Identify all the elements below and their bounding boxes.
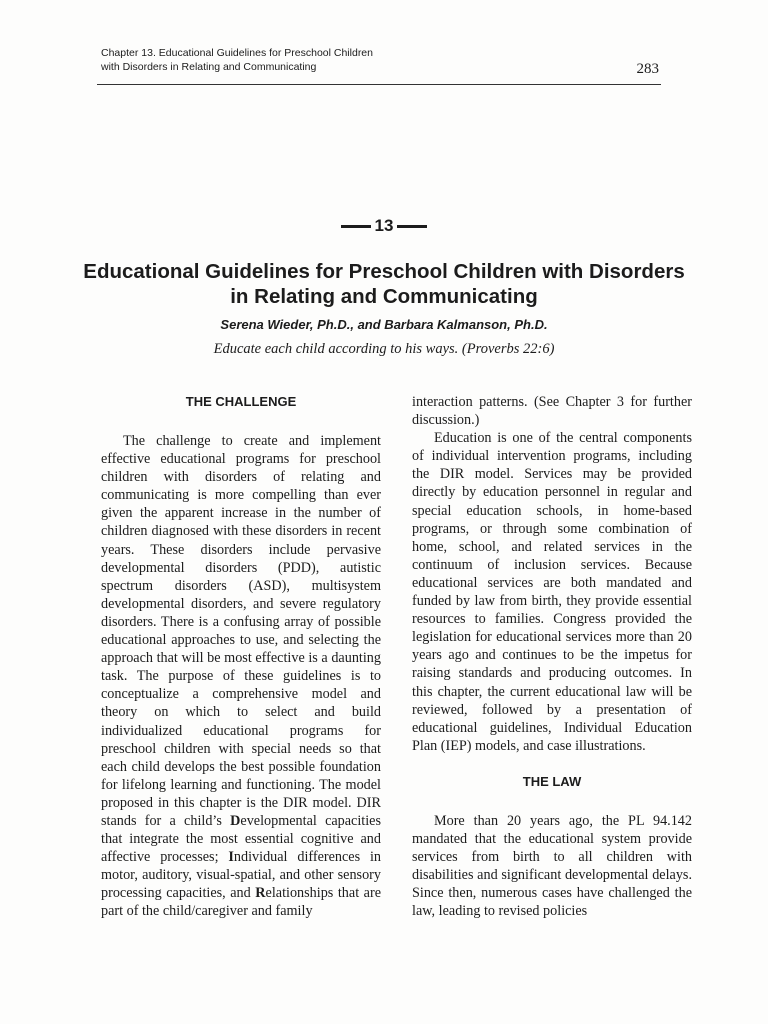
left-column [101,393,381,921]
chapter-number [0,216,768,236]
dir-letter-i: I [228,849,234,866]
dir-letter-d: D [230,812,241,829]
left-dash-ornament [341,225,371,228]
continued-paragraph: interaction patterns. (See Chapter 3 for further discussion.) [412,394,692,429]
running-head [101,46,373,74]
chapter-number-text: 13 [374,216,394,235]
challenge-text-part-2: evelopmental capacities that integrate the most essential cognitive and affective processes; [101,812,381,866]
challenge-text-part-3: ndividual differences in motor, auditory, visual-spatial, and other sensory processing capacities, and [101,849,381,902]
page-number: 283 [636,61,659,77]
right-dash-ornament [397,225,427,228]
dir-letter-r: R [255,885,266,902]
running-head-line-2: with Disorders in Relating and Communicating [101,61,317,73]
section-heading-law: THE LAW [522,773,582,789]
header-rule [97,84,661,85]
section-heading-challenge: THE CHALLENGE [185,394,297,409]
challenge-text-part-1: The challenge to create and implement effective educational programs for preschool children with disorders of relating and communicating is more compelling than ever given the apparent increase in the number of children diagnosed with these disorders in recent years. These disorders include pervasive developmental disorders (PDD), autistic spectrum disorders (ASD), multisystem developmental disorders, and severe regulatory disorders. There is a confusing array of possible educational approaches to use, and selecting the approach that will be most effective is a daunting task. The purpose of these guidelines is to conceptualize a comprehensive model and theory on which to select and build individualized educational programs for preschool children with special needs so that each child develops the best possible foundation for lifelong learning and functioning. The model proposed in this chapter is the DIR model. DIR stands for a child’s [101,433,381,829]
law-paragraph: More than 20 years ago, the PL 94.142 mandated that the educational system provide services from birth to all children with disabilities and significant developmental delays. Since then, numerous cases have challenged the law, leading to revised policies [412,812,692,920]
challenge-paragraph [101,432,381,921]
running-head-line-1: Chapter 13. Educational Guidelines for Preschool Children [101,47,373,59]
chapter-authors: Serena Wieder, Ph.D., and Barbara Kalmanson, Ph.D. [220,317,548,332]
chapter-epigraph: Educate each child according to his ways. (Proverbs 22:6) [213,341,555,357]
challenge-text-part-4: elationships that are part of the child/caregiver and family [101,885,381,920]
chapter-title: Educational Guidelines for Preschool Children with Disorders in Relating and Communicating [83,260,685,308]
education-paragraph: Education is one of the central components of individual intervention programs, including the DIR model. Services may be provided directly by education personnel in regular and special education schools, in home-based programs, or through some combination of home, school, and related services in the continuum of inclusion services. Because educational services are both mandated and funded by law from birth, they provide essential resources to families. Congress provided the legislation for educational services more than 20 years ago and continues to be the impetus for raising standards and producing outcomes. In this chapter, the current educational law will be reviewed, followed by a presentation of educational guidelines, Individual Education Plan (IEP) models, and case illustrations. [412,430,692,754]
right-column [412,393,692,920]
